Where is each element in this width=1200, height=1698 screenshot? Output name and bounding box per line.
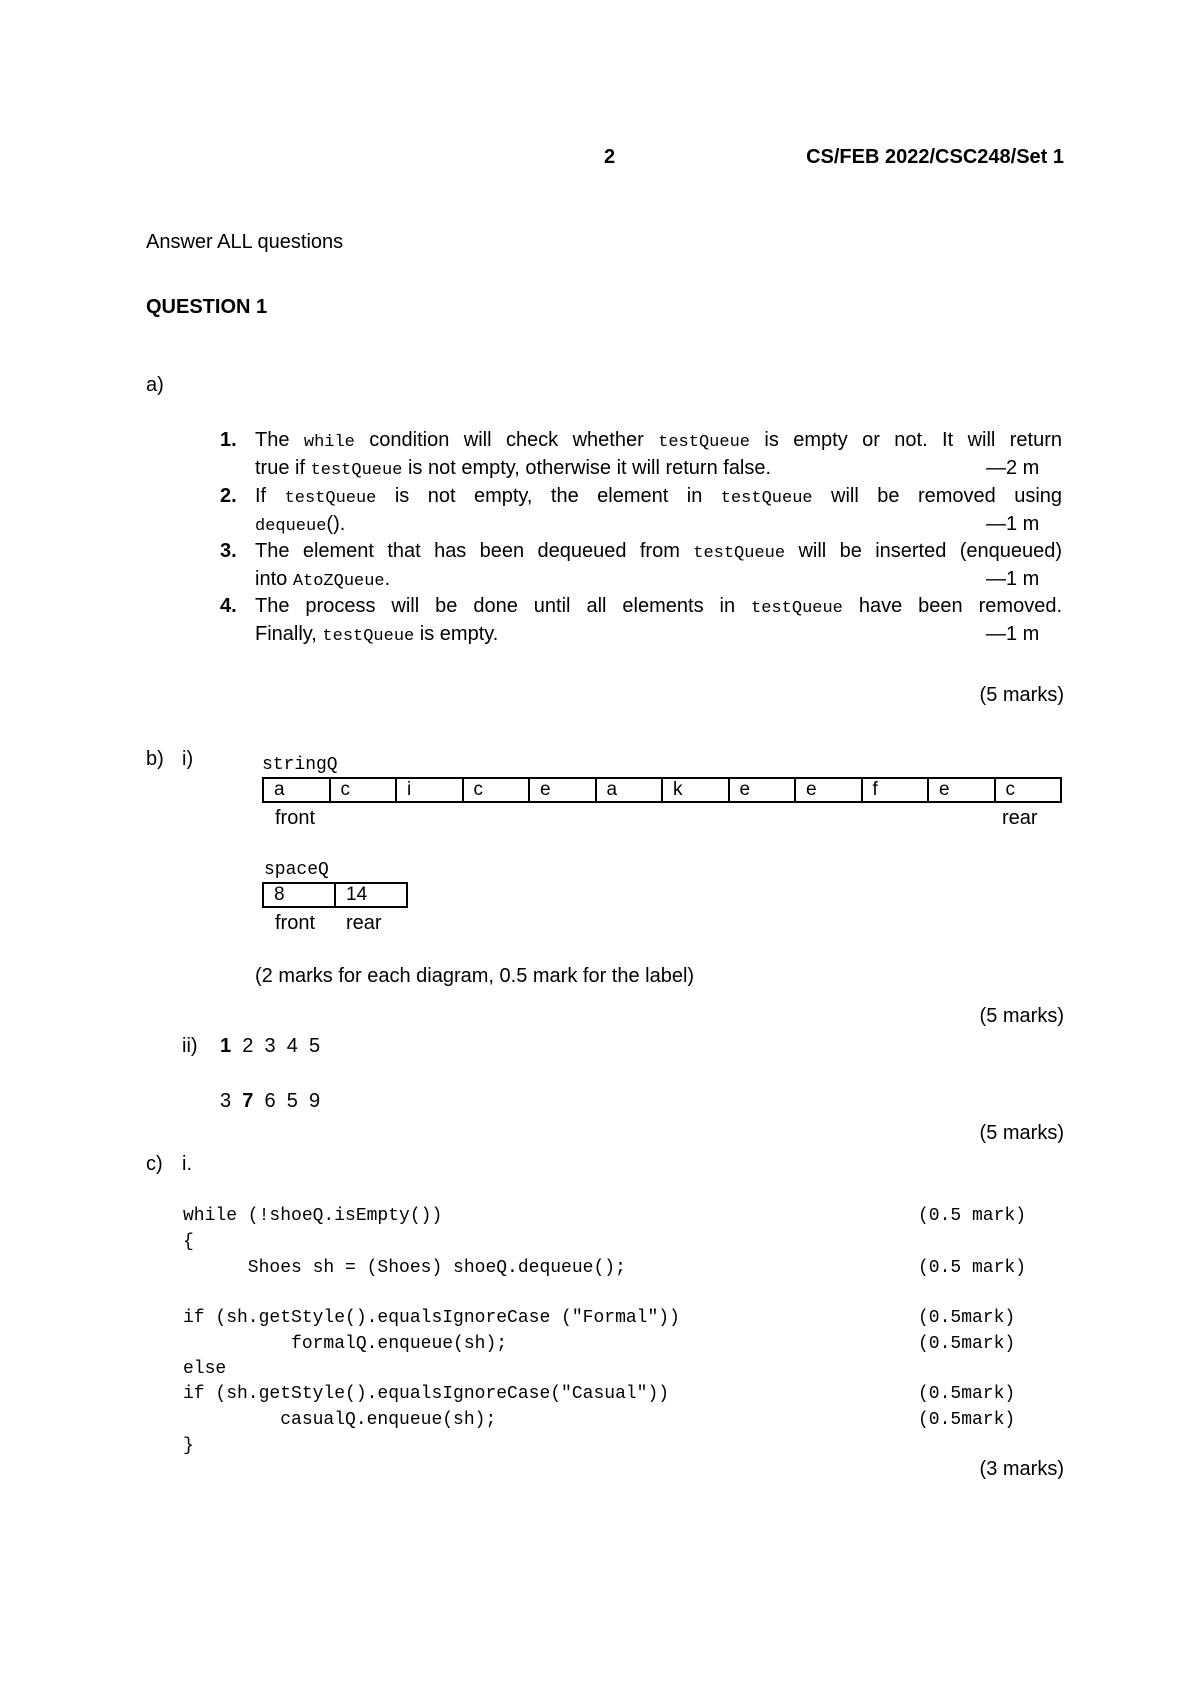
code-line: if (sh.getStyle().equalsIgnoreCase ("Formal")) [183, 1308, 680, 1328]
queue-cell: e [529, 778, 596, 802]
item-mark: —1 m [986, 568, 1040, 590]
part-c-label: c) [146, 1153, 163, 1175]
part-c-i-label: i. [182, 1153, 192, 1175]
part-c-marks: (3 marks) [979, 1458, 1064, 1480]
instructions: Answer ALL questions [146, 231, 344, 253]
code-line: { [183, 1232, 194, 1252]
part-b-label: b) [146, 748, 164, 770]
document-code: CS/FEB 2022/CSC248/Set 1 [806, 146, 1064, 168]
item-2-line-1: If testQueue is not empty, the element in testQueue will be removed using [255, 485, 1063, 508]
code-line-mark: (0.5mark) [918, 1410, 1016, 1430]
part-a-label: a) [146, 374, 164, 396]
queue-cell: a [596, 778, 663, 802]
page-number: 2 [604, 146, 616, 168]
code-line-mark: (0.5mark) [918, 1334, 1016, 1354]
item-1-line-2: true if testQueue is not empty, otherwise it will return false. [255, 457, 772, 480]
item-2-line-2: dequeue(). [255, 513, 346, 536]
stringq-label: stringQ [262, 755, 338, 775]
queue-cell: c [330, 778, 397, 802]
queue-cell: e [795, 778, 862, 802]
code-line-mark: (0.5 mark) [918, 1206, 1027, 1226]
queue-cell: 8 [263, 883, 335, 907]
item-mark: —1 m [986, 513, 1040, 535]
spaceq-front-label: front [275, 912, 316, 934]
code-line-mark: (0.5 mark) [918, 1258, 1027, 1278]
item-3-line-2: into AtoZQueue. [255, 568, 391, 591]
code-line: } [183, 1436, 194, 1456]
part-b-ii-marks: (5 marks) [979, 1122, 1064, 1144]
question-title: QUESTION 1 [146, 296, 268, 318]
stringq-rear-label: rear [1002, 807, 1038, 829]
code-line: if (sh.getStyle().equalsIgnoreCase("Casual")) [183, 1384, 670, 1404]
queue-cell: 14 [335, 883, 407, 907]
code-line: casualQ.enqueue(sh); [183, 1410, 497, 1430]
spaceq-rear-label: rear [346, 912, 382, 934]
item-mark: —2 m [986, 457, 1040, 479]
item-1-line-1: The while condition will check whether testQueue is empty or not. It will return [255, 429, 1063, 452]
spaceq-diagram [262, 882, 408, 908]
stringq-diagram [262, 777, 1062, 803]
part-b-i-marks: (5 marks) [979, 1005, 1064, 1027]
item-4-line-1: The process will be done until all elements in testQueue have been removed. [255, 595, 1062, 618]
stringq-front-label: front [275, 807, 316, 829]
spaceq-label: spaceQ [264, 860, 329, 880]
part-b-ii-label: ii) [182, 1035, 198, 1057]
item-number: 4. [220, 595, 237, 617]
item-4-line-2: Finally, testQueue is empty. [255, 623, 499, 646]
item-mark: —1 m [986, 623, 1040, 645]
item-number: 2. [220, 485, 237, 507]
code-line: else [183, 1359, 227, 1379]
queue-cell: f [862, 778, 929, 802]
code-line-mark: (0.5mark) [918, 1384, 1016, 1404]
code-line: formalQ.enqueue(sh); [183, 1334, 508, 1354]
code-line: Shoes sh = (Shoes) shoeQ.dequeue(); [183, 1258, 626, 1278]
code-line-mark: (0.5mark) [918, 1308, 1016, 1328]
queue-cell: a [263, 778, 330, 802]
item-number: 3. [220, 540, 237, 562]
queue-cell: c [995, 778, 1062, 802]
answer-row-2: 3 7 6 5 9 [220, 1090, 321, 1112]
queue-cell: c [463, 778, 530, 802]
answer-row-1: 1 2 3 4 5 [220, 1035, 321, 1057]
part-b-i-label: i) [182, 748, 194, 770]
queue-cell: k [662, 778, 729, 802]
code-line: while (!shoeQ.isEmpty()) [183, 1206, 443, 1226]
item-number: 1. [220, 429, 237, 451]
diagram-mark-note: (2 marks for each diagram, 0.5 mark for the label) [255, 965, 695, 987]
queue-cell: e [729, 778, 796, 802]
item-3-line-1: The element that has been dequeued from testQueue will be inserted (enqueued) [255, 540, 1063, 563]
part-a-marks: (5 marks) [979, 684, 1064, 706]
queue-cell: e [928, 778, 995, 802]
queue-cell: i [396, 778, 463, 802]
